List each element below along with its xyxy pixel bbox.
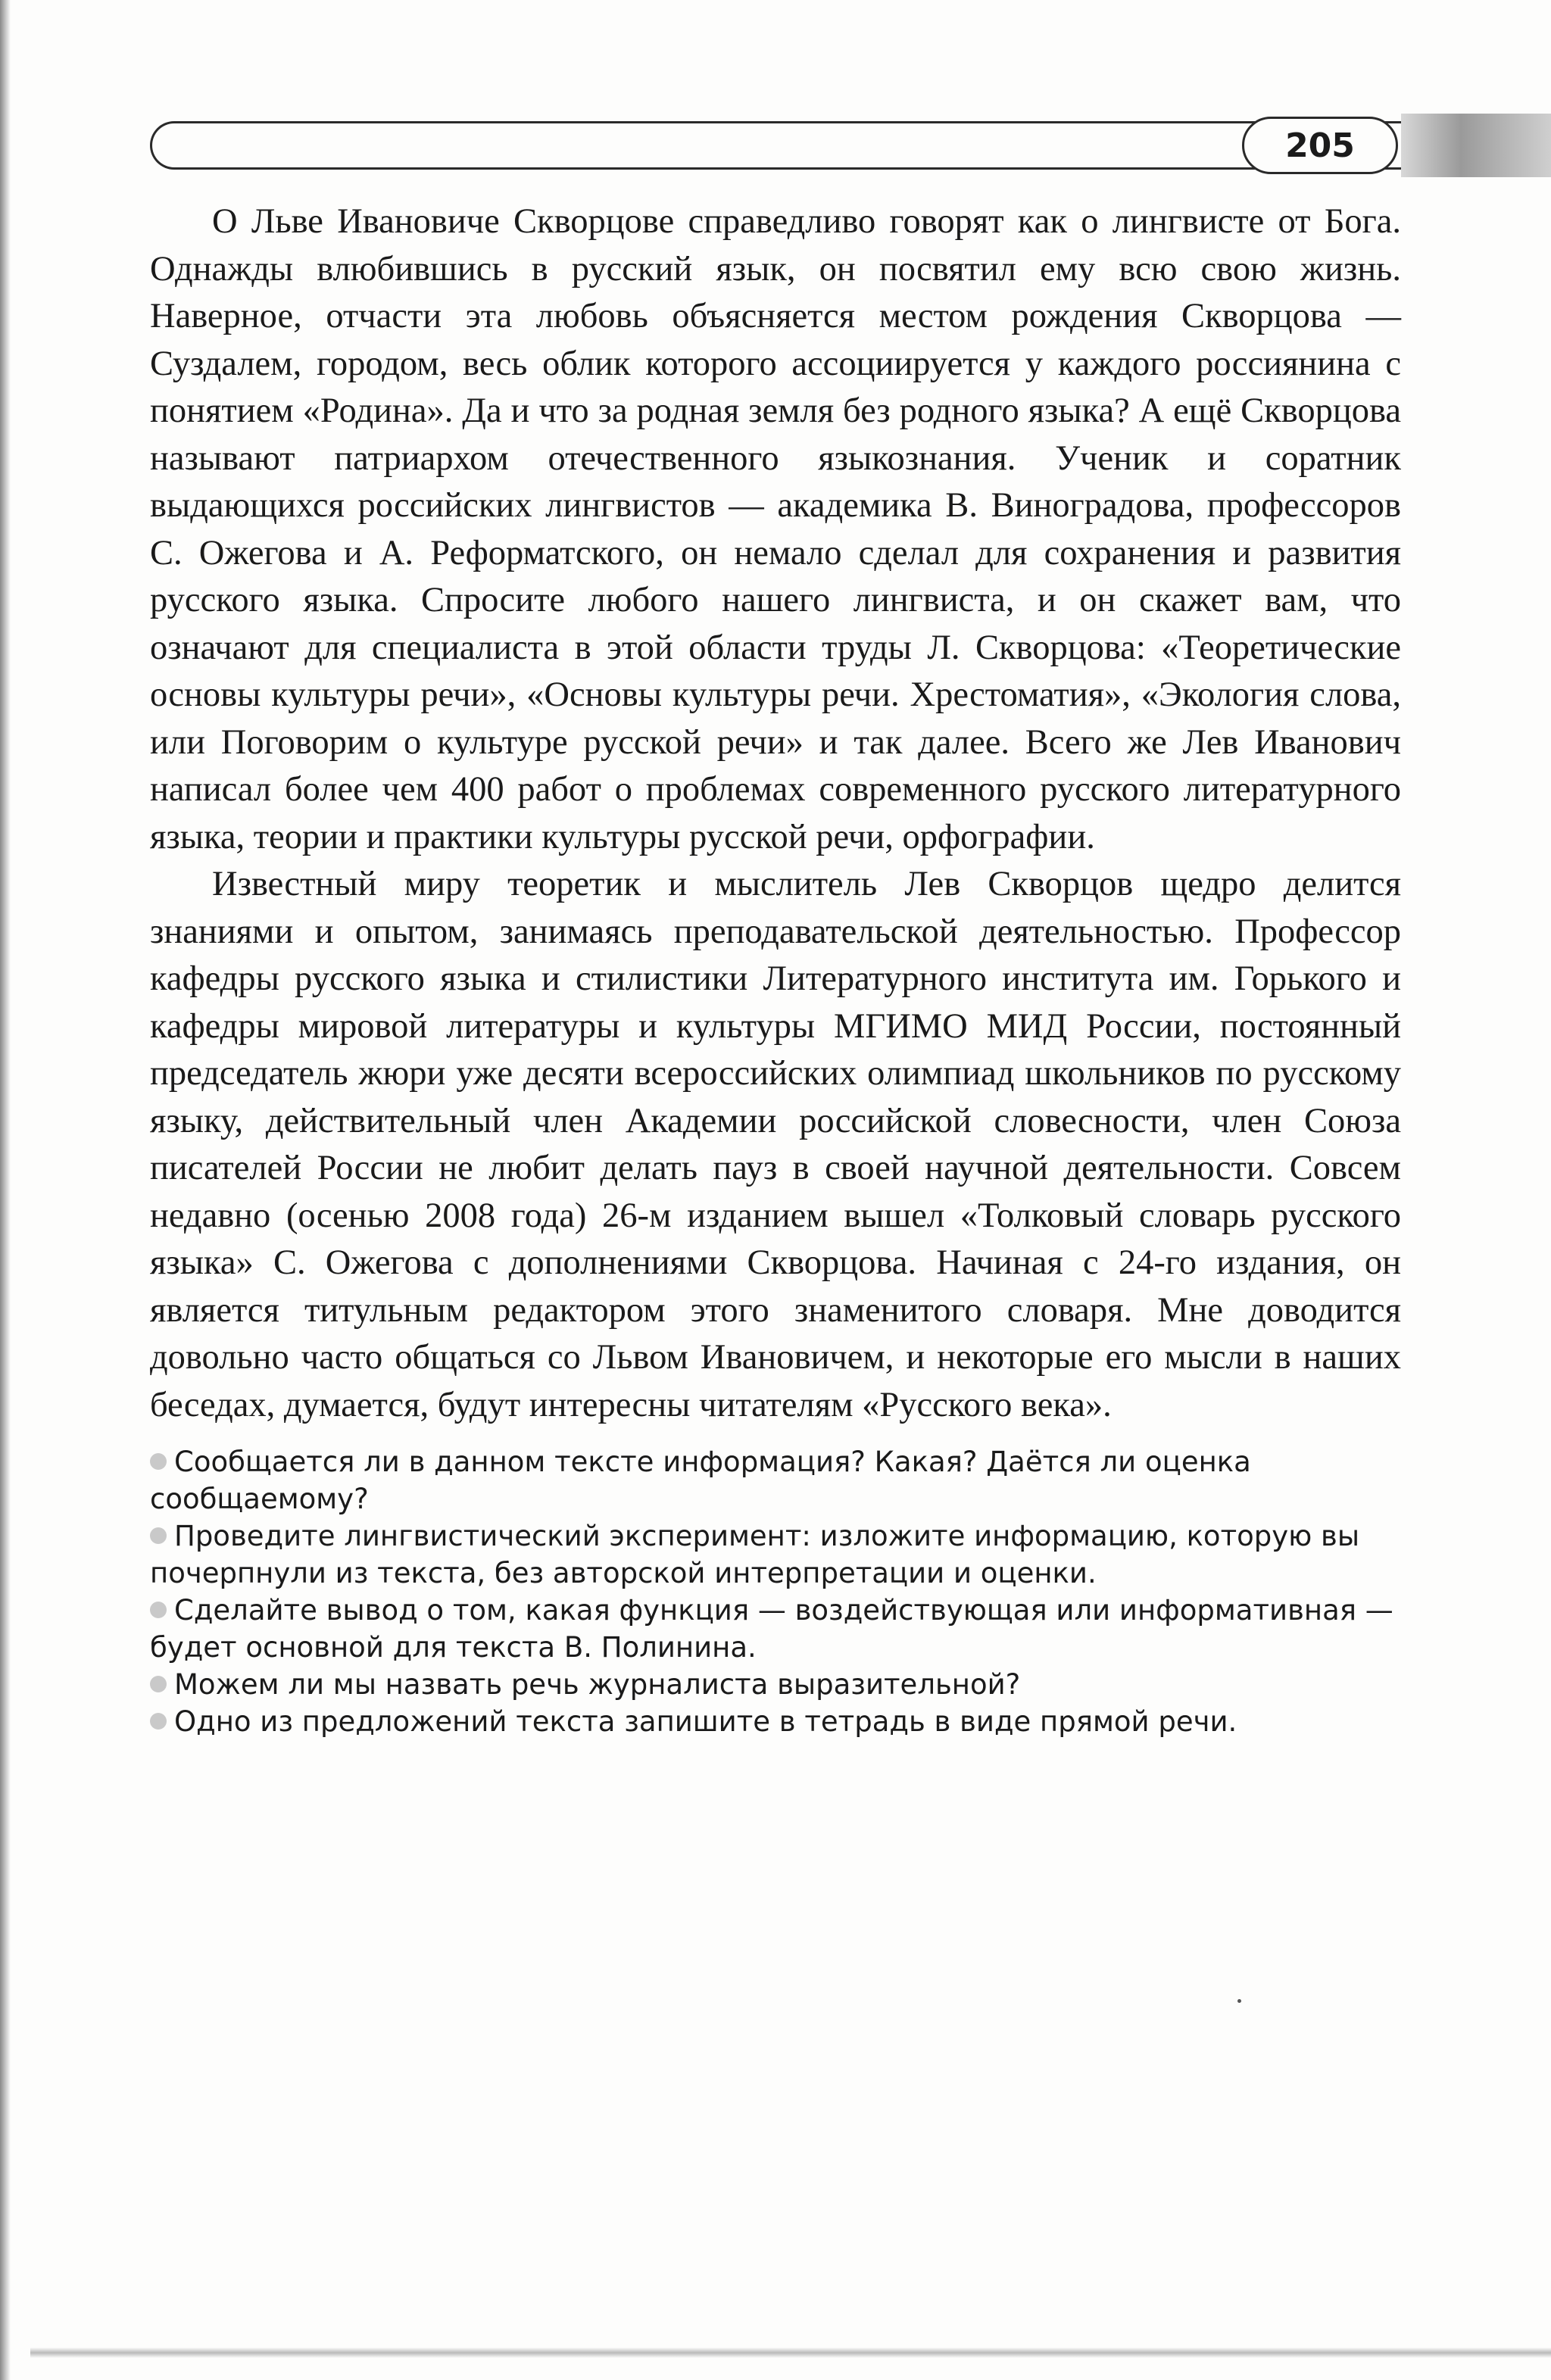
question-text: Одно из предложений текста запишите в тетрадь в виде прямой речи.: [174, 1705, 1237, 1738]
page-bottom-edge-shadow: [30, 2347, 1551, 2358]
article-text: [150, 198, 1401, 1429]
page-number: 205: [1242, 117, 1398, 174]
question-item: [150, 1703, 1401, 1740]
question-item: [150, 1518, 1401, 1592]
question-text: Сделайте вывод о том, какая функция — воздействующая или информативная — будет основной для текста В. Полинина.: [150, 1594, 1393, 1664]
question-text: Проведите лингвистический эксперимент: изложите информацию, которую вы почерпнули из текста, без авторской интерпретации и оценки.: [150, 1520, 1360, 1589]
page-header-frame: [150, 121, 1407, 170]
paragraph-2: Известный миру теоретик и мыслитель Лев Скворцов щедро делится знаниями и опытом, занимаясь преподавательской деятельностью. Профессор кафедры русского языка и стилистики Литературного института им. Горького и кафедры мировой литературы и культуры МГИМО МИД России, постоянный председатель жюри уже десяти всероссийских олимпиад школьников по русскому языку, действительный член Академии российской словесности, член Союза писателей России не любит делать пауз в своей научной деятельности. Совсем недавно (осенью 2008 года) 26-м изданием вышел «Толковый словарь русского языка» С. Ожегова с дополнениями Скворцова. Начиная с 24-го издания, он является титульным редактором этого знаменитого словаря. Мне доводится довольно часто общаться со Львом Ивановичем, и некоторые его мысли в наших беседах, думается, будут интересны читателям «Русского века».: [150, 865, 1401, 1424]
bullet-icon: [150, 1453, 167, 1470]
question-item: [150, 1592, 1401, 1666]
paragraph-1: О Льве Ивановиче Скворцове справедливо говорят как о лингвисте от Бога. Однажды влюбившись в русский язык, он посвятил ему всю свою жизнь. Наверное, отчасти эта любовь объясняется местом рождения Скворцова — Суздалем, городом, весь облик которого ассоциируется у каждого россиянина с понятием «Родина». Да и что за родная земля без родного языка? А ещё Скворцова называют патриархом отечественного языкознания. Ученик и соратник выдающихся российских лингвистов — академика В. Виноградова, профессоров С. Ожегова и А. Реформатского, он немало сделал для сохранения и развития русского языка. Спросите любого нашего лингвиста, и он скажет вам, что означают для специалиста в этой области труды Л. Скворцова: «Теоретические основы культуры речи», «Основы культуры речи. Хрестоматия», «Экология слова, или Поговорим о культуре русской речи» и так далее. Всего же Лев Иванович написал более чем 400 работ о проблемах современного русского литературного языка, теории и практики культуры русской речи, орфографии.: [150, 202, 1401, 856]
bullet-icon: [150, 1602, 167, 1618]
bullet-icon: [150, 1527, 167, 1544]
questions-list: [150, 1443, 1401, 1740]
question-item: [150, 1666, 1401, 1703]
question-item: [150, 1443, 1401, 1518]
scan-speck: [1237, 1999, 1241, 2003]
bullet-icon: [150, 1676, 167, 1692]
bullet-icon: [150, 1713, 167, 1730]
question-text: Можем ли мы назвать речь журналиста выразительной?: [174, 1668, 1021, 1701]
page-left-edge-shadow: [0, 0, 11, 2380]
page-header-shade: [1401, 114, 1551, 177]
question-text: Сообщается ли в данном тексте информация? Какая? Даётся ли оценка сообщаемому?: [150, 1446, 1251, 1515]
